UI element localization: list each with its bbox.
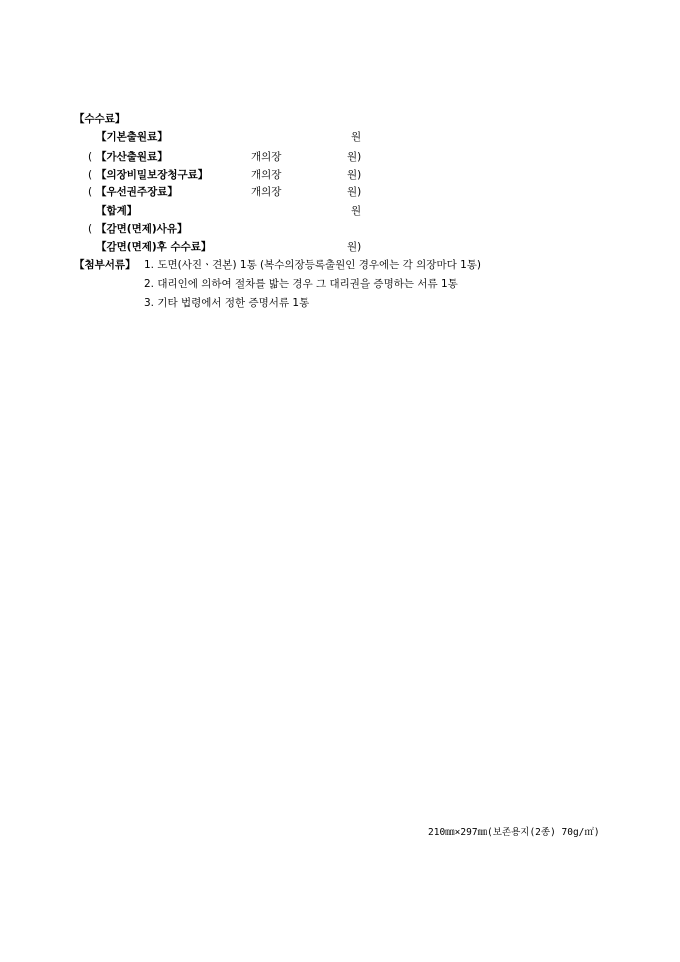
- additional-fee-unit: 원): [347, 151, 362, 163]
- attachment-item: 1. 도면(사진ㆍ견본) 1통 (복수의장등록출원인 경우에는 각 의장마다 1통): [144, 259, 481, 271]
- basic-fee-label: 【기본출원료】: [96, 131, 168, 143]
- additional-fee-count-unit: 개의장: [251, 151, 282, 163]
- reduction-reason-prefix: (: [88, 223, 93, 235]
- reduction-reason-label: 【감면(면제)사유】: [96, 223, 188, 235]
- basic-fee-unit: 원: [351, 131, 362, 143]
- total-fee-label: 【합계】: [96, 205, 138, 217]
- secret-fee-prefix: (: [88, 169, 93, 181]
- attachment-item: 3. 기타 법령에서 정한 증명서류 1통: [144, 297, 310, 309]
- paper-spec-footer: 210㎜×297㎜(보존용지(2종) 70g/㎡): [428, 827, 600, 838]
- additional-fee-prefix: (: [88, 151, 93, 163]
- secret-fee-label: 【의장비밀보장청구료】: [96, 169, 209, 181]
- priority-fee-count-unit: 개의장: [251, 186, 282, 198]
- priority-fee-label: 【우선권주장료】: [96, 186, 178, 198]
- secret-fee-count-unit: 개의장: [251, 169, 282, 181]
- after-reduction-fee-unit: 원): [347, 241, 362, 253]
- fee-heading: 【수수료】: [74, 113, 126, 125]
- attachments-label: 【첨부서류】: [74, 259, 136, 271]
- additional-fee-label: 【가산출원료】: [96, 151, 168, 163]
- total-fee-unit: 원: [351, 205, 362, 217]
- priority-fee-unit: 원): [347, 186, 362, 198]
- priority-fee-prefix: (: [88, 186, 93, 198]
- attachment-item: 2. 대리인에 의하여 절차를 밟는 경우 그 대리권을 증명하는 서류 1통: [144, 278, 458, 290]
- secret-fee-unit: 원): [347, 169, 362, 181]
- after-reduction-fee-label: 【감면(면제)후 수수료】: [96, 241, 212, 253]
